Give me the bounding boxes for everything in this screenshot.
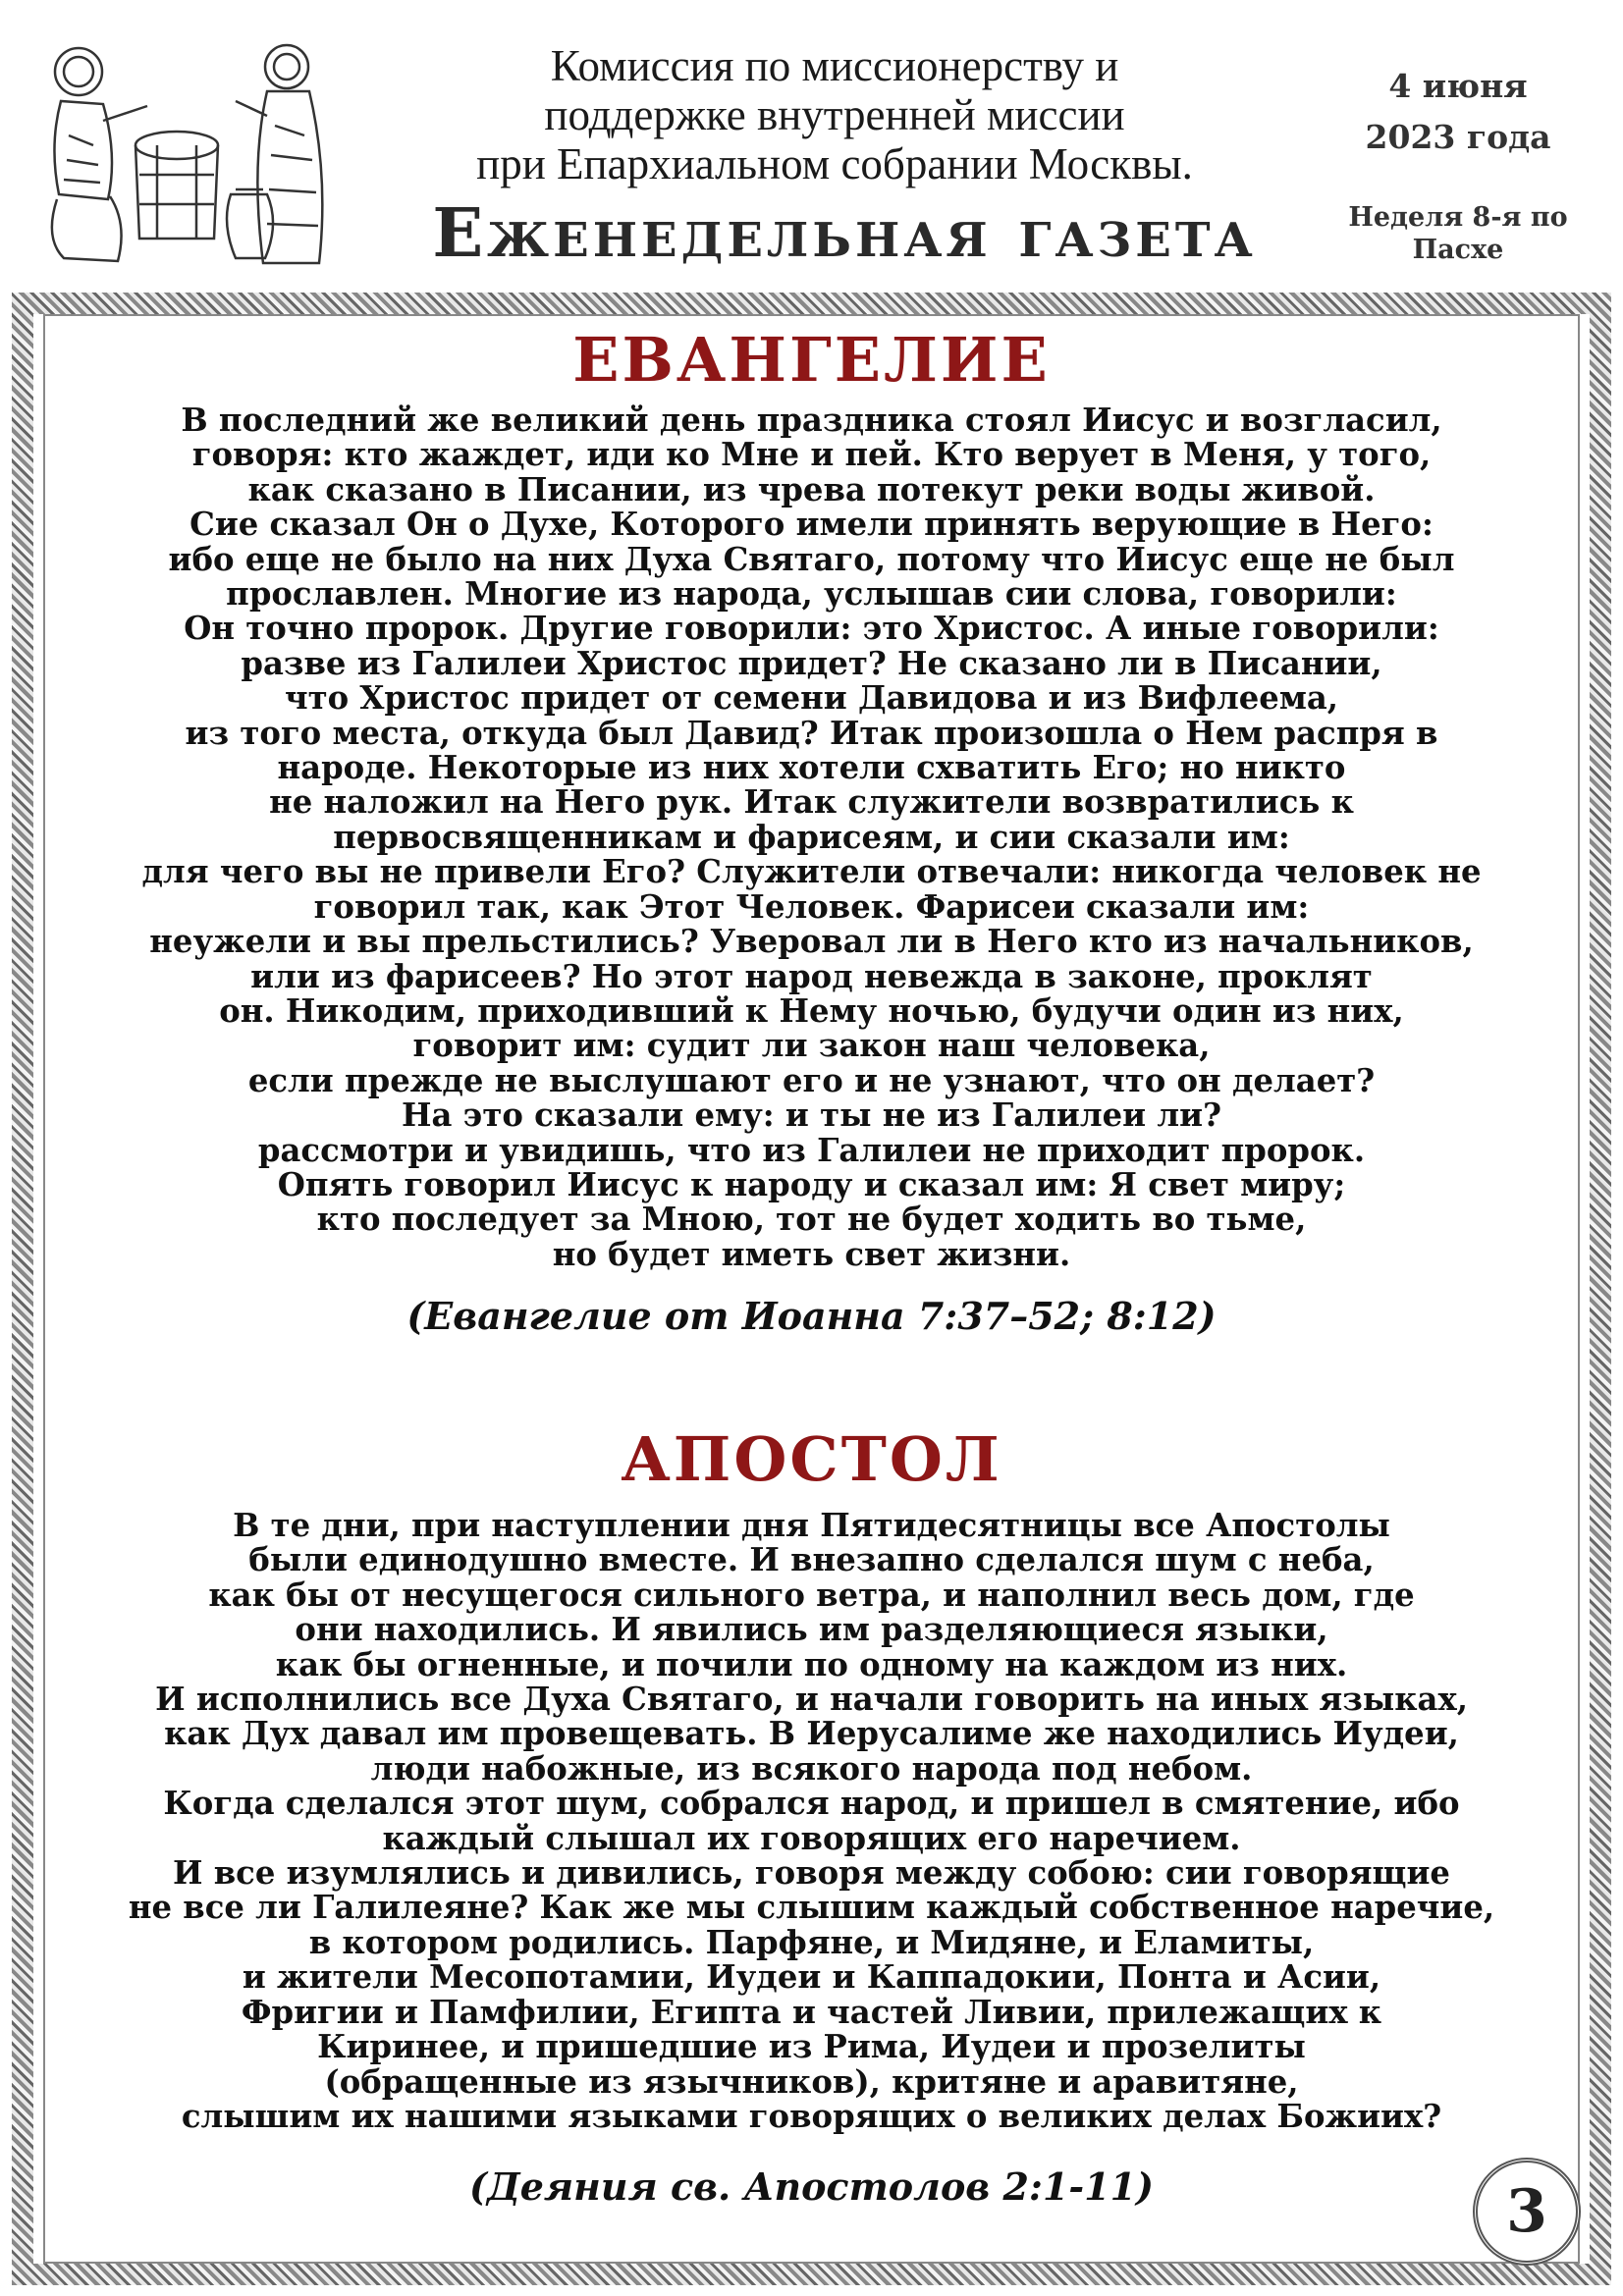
apostle-line: И исполнились все Духа Святаго, и начали говорить на иных языках, [155,1680,1468,1719]
gospel-text [59,402,1564,1271]
gospel-title: ЕВАНГЕЛИЕ [572,324,1051,396]
liturgical-week-line-2: Пасхе [1412,235,1504,265]
apostle-text [59,1508,1564,2133]
apostle-line: не все ли Галилеяне? Как же мы слышим каждый собственное наречие, [128,1888,1495,1927]
apostle-title: АПОСТОЛ [621,1423,1002,1495]
gospel-line: как сказано в Писании, из чрева потекут реки воды живой. [247,469,1376,508]
apostle-line: Когда сделался этот шум, собрался народ, и пришел в смятение, ибо [163,1784,1460,1823]
issue-date-day: 4 июня [1388,67,1528,105]
gospel-line: Сие сказал Он о Духе, Которого имели принять верующие в Него: [189,505,1434,544]
gospel-line: говорил так, как Этот Человек. Фарисеи сказали им: [313,886,1310,926]
liturgical-week-line-1: Неделя 8-я по [1348,202,1568,233]
apostle-line: как бы огненные, и почили по одному на каждом из них. [275,1644,1348,1683]
newspaper-title: Еженедельная газета [432,194,1257,273]
gospel-line: ибо еще не было на них Духа Святаго, потому что Иисус еще не был [168,539,1455,578]
gospel-line: или из фарисеев? Но этот народ невежда в законе, проклят [250,956,1373,995]
gospel-line: кто последует за Мною, тот не будет ходить во тьме, [316,1200,1307,1239]
gospel-line: неужели и вы прельстились? Уверовал ли в Него кто из начальников, [149,922,1474,961]
gospel-line: В последний же великий день праздника стоял Иисус и возгласил, [181,400,1442,439]
apostle-line: и жители Месопотамии, Иудеи и Каппадокии, Понта и Асии, [242,1957,1381,1997]
saints-icon [39,27,334,273]
gospel-line: что Христос придет от семени Давидова и из Вифлеема, [284,678,1339,718]
gospel-line: говоря: кто жаждет, иди ко Мне и пей. Кто верует в Меня, у того, [191,435,1432,474]
gospel-line: он. Никодим, приходивший к Нему ночью, будучи один из них, [219,990,1404,1030]
gospel-line: прославлен. Многие из народа, услышав сии слова, говорили: [226,574,1397,614]
org-line-1: Комиссия по миссионерству и [550,41,1119,90]
gospel-line: но будет иметь свет жизни. [552,1234,1071,1273]
gospel-line: рассмотри и увидишь, что из Галилеи не приходит пророк. [257,1130,1366,1169]
gospel-line: не наложил на Него рук. Итак служители возвратились к [269,782,1354,822]
apostle-line: как Дух давал им провещевать. В Иерусалиме же находились Иудеи, [164,1714,1459,1753]
gospel-line: первосвященникам и фарисеям, и сии сказали им: [333,817,1290,856]
apostle-line: И все изумлялись и дивились, говоря между собою: сии говорящие [172,1853,1450,1893]
gospel-line: говорит им: судит ли закон наш человека, [412,1026,1211,1065]
organization-name [403,41,1267,188]
gospel-line: народе. Некоторые из них хотели схватить Его; но никто [277,748,1346,787]
gospel-citation: (Евангелие от Иоанна 7:37–52; 8:12) [406,1294,1217,1338]
apostle-line: (обращенные из язычников), критяне и аравитяне, [324,2061,1299,2101]
gospel-line: из того места, откуда был Давид? Итак произошла о Нем распря в [185,713,1438,752]
org-line-3: при Епархиальном собрании Москвы. [476,139,1193,188]
apostle-line: Киринее, и пришедшие из Рима, Иудеи и прозелиты [317,2027,1306,2066]
gospel-line: если прежде не выслушают его и не узнают, что он делает? [247,1060,1376,1099]
apostle-line: в котором родились. Парфяне, и Мидяне, и Еламиты, [308,1922,1315,1961]
gospel-line: разве из Галилеи Христос придет? Не сказано ли в Писании, [241,643,1382,682]
apostle-line: слышим их нашими языками говорящих о великих делах Божиих? [181,2096,1442,2135]
gospel-line: На это сказали ему: и ты не из Галилеи ли? [401,1095,1222,1135]
apostle-line: как бы от несущегося сильного ветра, и наполнил весь дом, где [208,1575,1415,1614]
apostle-line: люди набожные, из всякого народа под небом. [370,1748,1253,1788]
page-header [0,0,1623,294]
apostle-line: Фригии и Памфилии, Египта и частей Ливии, прилежащих к [241,1992,1382,2031]
gospel-line: Он точно пророк. Другие говорили: это Христос. А иные говорили: [184,609,1439,648]
apostle-line: В те дни, при наступлении дня Пятидесятницы все Апостолы [233,1506,1390,1544]
apostle-line: они находились. И явились им разделяющиеся языки, [295,1610,1328,1649]
issue-date [1330,61,1586,163]
apostle-citation: (Деяния св. Апостолов 2:1-11) [468,2164,1155,2209]
issue-date-year: 2023 года [1365,118,1551,156]
org-line-2: поддержке внутренней миссии [544,90,1125,139]
gospel-line: для чего вы не привели Его? Служители отвечали: никогда человек не [141,852,1482,891]
apostle-line: каждый слышал их говорящих его наречием. [382,1818,1241,1857]
apostle-line: были единодушно вместе. И внезапно сделался шум с неба, [248,1540,1375,1579]
page-number: 3 [1473,2158,1581,2266]
gospel-line: Опять говорил Иисус к народу и сказал им: Я свет миру; [277,1164,1346,1203]
liturgical-week [1330,201,1586,266]
